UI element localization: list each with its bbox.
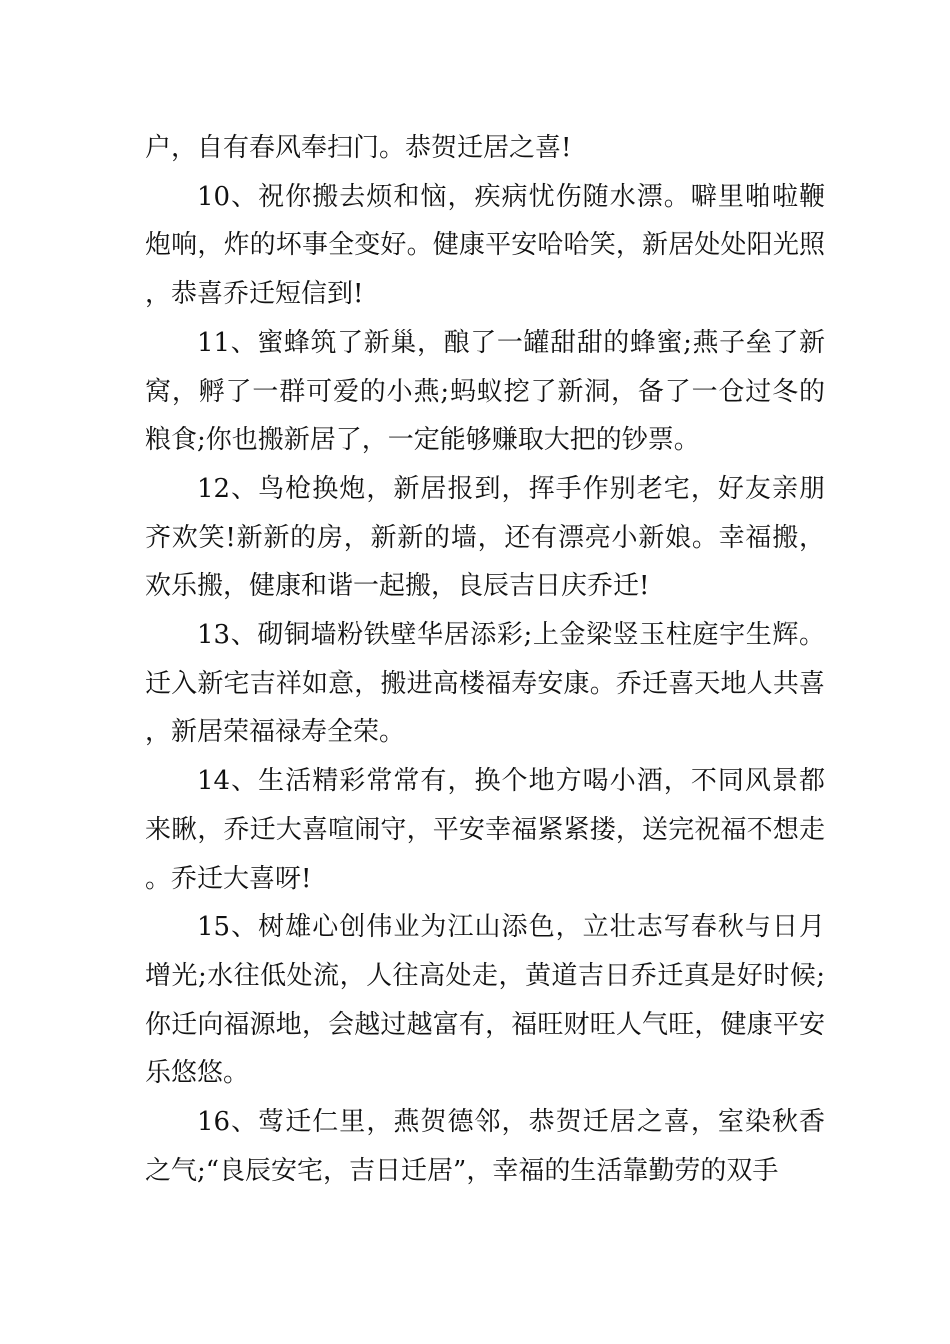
paragraph-10: 10、祝你搬去烦和恼，疾病忧伤随水漂。噼里啪啦鞭炮响，炸的坏事全变好。健康平安哈哈笑，新居处处阳光照，恭喜乔迁短信到! <box>145 181 825 310</box>
paragraph-16: 16、莺迁仁里，燕贺德邻，恭贺迁居之喜，室染秋香之气;“良辰安宅，吉日迁居”，幸福的生活靠勤劳的双手 <box>145 1107 825 1186</box>
paragraph-continuation: 户，自有春风奉扫门。恭贺迁居之喜! <box>145 133 572 163</box>
paragraph-13: 13、砌铜墙粉铁壁华居添彩;上金梁竖玉柱庭宇生辉。迁入新宅吉祥如意，搬进高楼福寿安康。乔迁喜天地人共喜，新居荣福禄寿全荣。 <box>145 620 825 748</box>
paragraph-14: 14、生活精彩常常有，换个地方喝小酒，不同风景都来瞅，乔迁大喜喧闹守，平安幸福紧紧搂，送完祝福不想走。乔迁大喜呀! <box>145 766 825 894</box>
paragraph-15: 15、树雄心创伟业为江山添色，立壮志写春秋与日月增光;水往低处流，人往高处走，黄道吉日乔迁真是好时候;你迁向福源地，会越过越富有，福旺财旺人气旺，健康平安乐悠悠。 <box>145 912 825 1089</box>
paragraph-11: 11、蜜蜂筑了新巢，酿了一罐甜甜的蜂蜜;燕子垒了新窝，孵了一群可爱的小燕;蚂蚁挖了新洞，备了一仓过冬的粮食;你也搬新居了，一定能够赚取大把的钞票。 <box>145 327 825 456</box>
document-body <box>145 124 825 1195</box>
paragraph-12: 12、鸟枪换炮，新居报到，挥手作别老宅，好友亲朋齐欢笑!新新的房，新新的墙，还有漂亮小新娘。幸福搬，欢乐搬，健康和谐一起搬，良辰吉日庆乔迁! <box>145 473 825 602</box>
